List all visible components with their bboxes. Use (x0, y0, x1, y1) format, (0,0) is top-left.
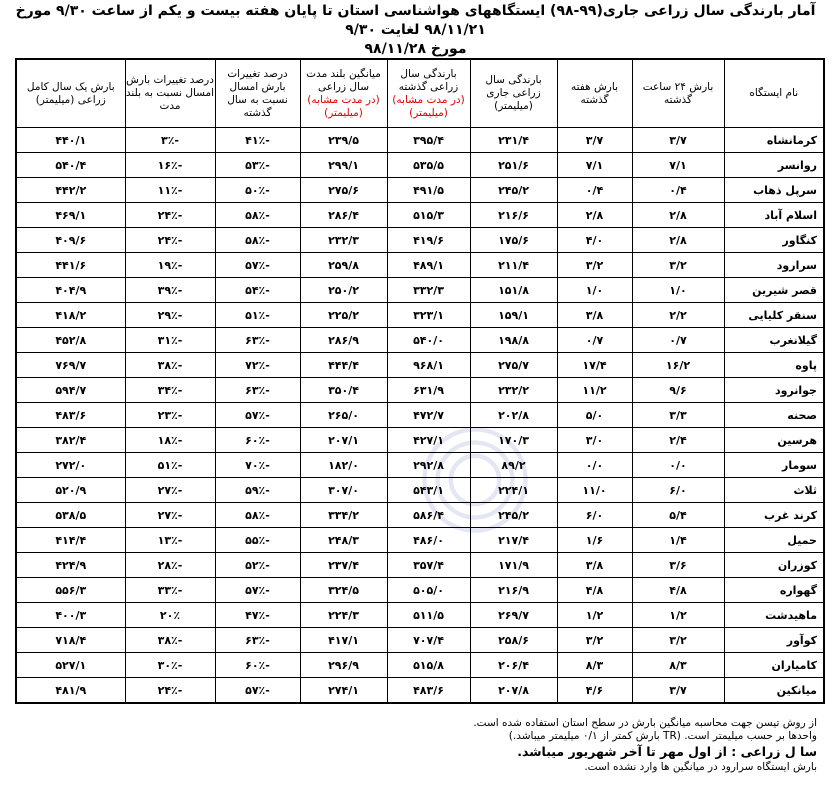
cell-week: ۳/۸ (557, 303, 632, 328)
table-row (16, 378, 824, 403)
cell-week: ۷/۱ (557, 153, 632, 178)
title-line-2: مورخ ۹۸/۱۱/۲۸ (364, 41, 467, 57)
col-header-pct-last: درصد تغییرات بارش امسال نسبت به سال گذشته (215, 59, 300, 128)
cell-longterm: ۲۸۶/۴ (300, 203, 387, 228)
cell-week: ۶/۰ (557, 503, 632, 528)
cell-rain24: ۶/۰ (632, 478, 724, 503)
cell-last: ۳۲۳/۱ (387, 303, 470, 328)
table-row (16, 153, 824, 178)
cell-week: ۴/۸ (557, 578, 632, 603)
title-line-1: آمار بارندگی سال زراعی جاری(۹۹-۹۸) ایستگاههای هواشناسی استان تا پایان هفته بیست و یکم از ساعت ۹/۳۰ مورخ ۹۸/۱۱/۲۱ لغایت ۹/۳۰ (15, 3, 816, 38)
cell-full-year: ۴۴۰/۱ (16, 128, 125, 153)
cell-full-year: ۴۰۰/۳ (16, 603, 125, 628)
footnote-2: واحدها بر حسب میلیمتر است. (TR بارش کمتر از ۰/۱ میلیمتر میباشد.) (508, 730, 817, 742)
cell-pct-last: -۵۱٪ (215, 303, 300, 328)
cell-last: ۹۶۸/۱ (387, 353, 470, 378)
cell-last: ۵۳۵/۵ (387, 153, 470, 178)
cell-pct-last: -۷۲٪ (215, 353, 300, 378)
cell-full-year: ۴۸۱/۹ (16, 678, 125, 704)
cell-full-year: ۴۰۴/۹ (16, 278, 125, 303)
cell-current: ۲۰۲/۸ (470, 403, 557, 428)
cell-rain24: ۲/۸ (632, 228, 724, 253)
col-header-rain24: بارش ۲۴ ساعت گذشته (632, 59, 724, 128)
cell-pct-last: -۵۷٪ (215, 678, 300, 704)
footnote-3: سا ل زراعی : از اول مهر تا آخر شهریور میباشد. (517, 744, 817, 759)
table-row (16, 503, 824, 528)
cell-pct-longterm: -۳۸٪ (125, 353, 215, 378)
cell-pct-last: -۵۸٪ (215, 503, 300, 528)
cell-rain24: ۰/۴ (632, 178, 724, 203)
cell-week: ۱/۶ (557, 528, 632, 553)
cell-last: ۴۸۹/۱ (387, 253, 470, 278)
cell-rain24: ۵/۴ (632, 503, 724, 528)
cell-week: ۰/۴ (557, 178, 632, 203)
cell-rain24: ۴/۸ (632, 578, 724, 603)
cell-current: ۲۳۱/۴ (470, 128, 557, 153)
cell-station: صحنه (724, 403, 824, 428)
cell-pct-longterm: -۲۴٪ (125, 678, 215, 704)
cell-longterm: ۲۵۹/۸ (300, 253, 387, 278)
cell-pct-last: -۵۲٪ (215, 553, 300, 578)
cell-week: ۲/۸ (557, 203, 632, 228)
cell-last: ۵۰۵/۰ (387, 578, 470, 603)
table-row (16, 553, 824, 578)
cell-rain24: ۱/۰ (632, 278, 724, 303)
cell-full-year: ۴۴۱/۶ (16, 253, 125, 278)
cell-station: سرارود (724, 253, 824, 278)
cell-week: ۴/۶ (557, 678, 632, 704)
cell-rain24: ۳/۲ (632, 628, 724, 653)
cell-rain24: ۲/۲ (632, 303, 724, 328)
cell-rain24: ۰/۰ (632, 453, 724, 478)
col-header-pct-longterm: درصد تغییرات بارش امسال نسبت به بلند مدت (125, 59, 215, 128)
cell-pct-last: -۶۰٪ (215, 428, 300, 453)
cell-pct-longterm: -۳۰٪ (125, 653, 215, 678)
cell-pct-last: -۴۷٪ (215, 603, 300, 628)
cell-rain24: ۰/۷ (632, 328, 724, 353)
table-row (16, 578, 824, 603)
cell-week: ۴/۰ (557, 228, 632, 253)
cell-station: گهواره (724, 578, 824, 603)
cell-last: ۴۹۱/۵ (387, 178, 470, 203)
cell-pct-last: -۵۴٪ (215, 278, 300, 303)
cell-week: ۳/۲ (557, 253, 632, 278)
cell-station: پاوه (724, 353, 824, 378)
cell-pct-last: -۵۸٪ (215, 228, 300, 253)
cell-station: سومار (724, 453, 824, 478)
col-header-full-year: بارش یک سال کامل زراعی (میلیمتر) (16, 59, 125, 128)
cell-pct-last: -۴۱٪ (215, 128, 300, 153)
cell-rain24: ۲/۴ (632, 428, 724, 453)
cell-station: کرمانشاه (724, 128, 824, 153)
col-header-last-year-red: (در مدت مشابه) (میلیمتر) (392, 93, 465, 119)
cell-pct-longterm: -۳٪ (125, 128, 215, 153)
table-row (16, 653, 824, 678)
cell-station: ماهیدشت (724, 603, 824, 628)
col-header-week: بارش هفته گذشته (557, 59, 632, 128)
cell-current: ۲۰۷/۸ (470, 678, 557, 704)
table-row (16, 278, 824, 303)
cell-last: ۲۹۲/۸ (387, 453, 470, 478)
cell-rain24: ۸/۳ (632, 653, 724, 678)
cell-station: اسلام آباد (724, 203, 824, 228)
cell-full-year: ۷۱۸/۴ (16, 628, 125, 653)
col-header-longterm-red: (در مدت مشابه) (میلیمتر) (307, 93, 380, 119)
cell-pct-longterm: -۵۱٪ (125, 453, 215, 478)
cell-week: ۳/۲ (557, 628, 632, 653)
cell-week: ۱/۲ (557, 603, 632, 628)
cell-last: ۵۸۶/۴ (387, 503, 470, 528)
cell-current: ۱۷۵/۶ (470, 228, 557, 253)
cell-full-year: ۴۵۲/۸ (16, 328, 125, 353)
cell-week: ۰/۰ (557, 453, 632, 478)
col-header-last-year (387, 59, 470, 128)
table-row (16, 203, 824, 228)
cell-rain24: ۷/۱ (632, 153, 724, 178)
cell-full-year: ۵۵۶/۳ (16, 578, 125, 603)
cell-pct-longterm: -۱۸٪ (125, 428, 215, 453)
cell-longterm: ۲۷۵/۶ (300, 178, 387, 203)
col-header-longterm (300, 59, 387, 128)
cell-current: ۱۵۹/۱ (470, 303, 557, 328)
cell-week: ۳/۸ (557, 553, 632, 578)
cell-station: ثلاث (724, 478, 824, 503)
cell-full-year: ۵۴۰/۴ (16, 153, 125, 178)
cell-last: ۴۷۲/۷ (387, 403, 470, 428)
cell-week: ۱/۰ (557, 278, 632, 303)
cell-longterm: ۲۶۵/۰ (300, 403, 387, 428)
cell-week: ۳/۰ (557, 428, 632, 453)
cell-pct-last: -۵۷٪ (215, 578, 300, 603)
cell-longterm: ۳۳۴/۲ (300, 503, 387, 528)
cell-full-year: ۴۱۴/۴ (16, 528, 125, 553)
cell-longterm: ۲۹۶/۹ (300, 653, 387, 678)
table-row (16, 403, 824, 428)
cell-week: ۱۱/۲ (557, 378, 632, 403)
table-row (16, 428, 824, 453)
cell-station: جوانرود (724, 378, 824, 403)
cell-rain24: ۱۶/۲ (632, 353, 724, 378)
table-row (16, 453, 824, 478)
cell-pct-longterm: -۳۴٪ (125, 378, 215, 403)
cell-full-year: ۵۳۸/۵ (16, 503, 125, 528)
cell-current: ۱۷۱/۹ (470, 553, 557, 578)
cell-longterm: ۴۴۴/۴ (300, 353, 387, 378)
cell-pct-last: -۵۸٪ (215, 203, 300, 228)
cell-week: ۳/۷ (557, 128, 632, 153)
cell-station: روانسر (724, 153, 824, 178)
cell-station: کرند غرب (724, 503, 824, 528)
table-row (16, 628, 824, 653)
cell-last: ۵۴۳/۱ (387, 478, 470, 503)
cell-current: ۱۷۰/۳ (470, 428, 557, 453)
cell-full-year: ۴۲۴/۹ (16, 553, 125, 578)
col-header-current: بارندگی سال زراعی جاری (میلیمتر) (470, 59, 557, 128)
cell-station: هرسین (724, 428, 824, 453)
cell-week: ۵/۰ (557, 403, 632, 428)
cell-pct-last: -۵۷٪ (215, 253, 300, 278)
cell-station: قصر شیرین (724, 278, 824, 303)
cell-current: ۲۱۱/۴ (470, 253, 557, 278)
cell-pct-longterm: -۳۱٪ (125, 328, 215, 353)
cell-current: ۲۶۹/۷ (470, 603, 557, 628)
cell-longterm: ۲۴۸/۳ (300, 528, 387, 553)
table-row (16, 353, 824, 378)
cell-week: ۰/۷ (557, 328, 632, 353)
table-row (16, 328, 824, 353)
cell-longterm: ۲۳۷/۴ (300, 553, 387, 578)
cell-pct-last: -۶۳٪ (215, 628, 300, 653)
cell-longterm: ۲۹۹/۱ (300, 153, 387, 178)
cell-full-year: ۳۸۲/۴ (16, 428, 125, 453)
cell-full-year: ۴۸۳/۶ (16, 403, 125, 428)
table-body (16, 128, 824, 704)
cell-pct-longterm: ۲۰٪ (125, 603, 215, 628)
cell-pct-longterm: -۳۳٪ (125, 578, 215, 603)
cell-current: ۲۱۶/۹ (470, 578, 557, 603)
cell-station: گیلانغرب (724, 328, 824, 353)
cell-longterm: ۲۳۹/۵ (300, 128, 387, 153)
cell-longterm: ۲۲۴/۳ (300, 603, 387, 628)
cell-station: میانکین (724, 678, 824, 704)
cell-full-year: ۴۰۹/۶ (16, 228, 125, 253)
cell-longterm: ۲۳۲/۳ (300, 228, 387, 253)
table-row (16, 253, 824, 278)
cell-week: ۱۷/۴ (557, 353, 632, 378)
table-header-row (16, 59, 824, 128)
cell-rain24: ۳/۶ (632, 553, 724, 578)
cell-rain24: ۳/۲ (632, 253, 724, 278)
cell-pct-longterm: -۲۷٪ (125, 503, 215, 528)
cell-pct-last: -۷۰٪ (215, 453, 300, 478)
cell-current: ۲۵۱/۶ (470, 153, 557, 178)
cell-last: ۷۰۷/۴ (387, 628, 470, 653)
col-header-station: نام ایستگاه (724, 59, 824, 128)
cell-longterm: ۲۰۷/۱ (300, 428, 387, 453)
footnote-4: بارش ایستگاه سرارود در میانگین ها وارد نشده است. (584, 761, 817, 773)
cell-pct-longterm: -۳۹٪ (125, 278, 215, 303)
page-title (0, 2, 831, 59)
cell-current: ۱۹۸/۸ (470, 328, 557, 353)
cell-pct-longterm: -۲۳٪ (125, 403, 215, 428)
cell-pct-longterm: -۲۴٪ (125, 203, 215, 228)
table-row (16, 228, 824, 253)
cell-last: ۴۱۹/۶ (387, 228, 470, 253)
col-header-last-year-main: بارندگی سال زراعی گذشته (398, 67, 459, 93)
cell-pct-longterm: -۱۱٪ (125, 178, 215, 203)
cell-station: کوزران (724, 553, 824, 578)
cell-full-year: ۲۷۲/۰ (16, 453, 125, 478)
cell-last: ۵۱۵/۳ (387, 203, 470, 228)
cell-current: ۱۵۱/۸ (470, 278, 557, 303)
cell-longterm: ۲۵۰/۲ (300, 278, 387, 303)
cell-pct-longterm: -۲۷٪ (125, 478, 215, 503)
cell-pct-last: -۵۰٪ (215, 178, 300, 203)
cell-last: ۳۹۵/۴ (387, 128, 470, 153)
cell-pct-last: -۵۷٪ (215, 403, 300, 428)
cell-pct-longterm: -۱۹٪ (125, 253, 215, 278)
cell-rain24: ۲/۸ (632, 203, 724, 228)
col-header-longterm-main: میانگین بلند مدت سال زراعی (306, 67, 381, 93)
cell-full-year: ۵۲۰/۹ (16, 478, 125, 503)
cell-current: ۸۹/۲ (470, 453, 557, 478)
cell-pct-longterm: -۱۶٪ (125, 153, 215, 178)
cell-station: سرپل ذهاب (724, 178, 824, 203)
cell-last: ۶۳۱/۹ (387, 378, 470, 403)
cell-full-year: ۵۹۴/۷ (16, 378, 125, 403)
table-row (16, 528, 824, 553)
cell-rain24: ۱/۴ (632, 528, 724, 553)
table-row (16, 478, 824, 503)
cell-full-year: ۷۶۹/۷ (16, 353, 125, 378)
cell-full-year: ۴۱۸/۲ (16, 303, 125, 328)
table-row (16, 603, 824, 628)
cell-station: کامیاران (724, 653, 824, 678)
cell-pct-longterm: -۲۸٪ (125, 553, 215, 578)
cell-longterm: ۳۲۴/۵ (300, 578, 387, 603)
cell-current: ۲۳۲/۲ (470, 378, 557, 403)
cell-full-year: ۵۲۷/۱ (16, 653, 125, 678)
cell-pct-last: -۶۳٪ (215, 328, 300, 353)
cell-pct-last: -۵۳٪ (215, 153, 300, 178)
cell-current: ۲۱۶/۶ (470, 203, 557, 228)
cell-rain24: ۹/۶ (632, 378, 724, 403)
cell-week: ۸/۳ (557, 653, 632, 678)
cell-last: ۵۴۰/۰ (387, 328, 470, 353)
rainfall-table (15, 58, 825, 704)
cell-longterm: ۲۲۵/۲ (300, 303, 387, 328)
cell-current: ۲۵۸/۶ (470, 628, 557, 653)
cell-longterm: ۳۵۰/۴ (300, 378, 387, 403)
cell-station: کوآور (724, 628, 824, 653)
cell-current: ۲۴۵/۲ (470, 503, 557, 528)
footnote-1: از روش تیسن جهت محاسبه میانگین بارش در سطح استان استفاده شده است. (473, 717, 817, 729)
cell-last: ۴۸۳/۶ (387, 678, 470, 704)
cell-pct-longterm: -۱۳٪ (125, 528, 215, 553)
cell-longterm: ۴۱۷/۱ (300, 628, 387, 653)
cell-current: ۲۱۷/۴ (470, 528, 557, 553)
cell-current: ۲۰۶/۴ (470, 653, 557, 678)
cell-last: ۴۸۶/۰ (387, 528, 470, 553)
cell-pct-longterm: -۳۸٪ (125, 628, 215, 653)
cell-station: سنقر کلیایی (724, 303, 824, 328)
cell-longterm: ۲۸۶/۹ (300, 328, 387, 353)
cell-longterm: ۱۸۲/۰ (300, 453, 387, 478)
cell-longterm: ۳۰۷/۰ (300, 478, 387, 503)
cell-last: ۵۱۵/۸ (387, 653, 470, 678)
table-row (16, 178, 824, 203)
cell-rain24: ۱/۲ (632, 603, 724, 628)
table-row (16, 128, 824, 153)
cell-rain24: ۳/۷ (632, 128, 724, 153)
cell-week: ۱۱/۰ (557, 478, 632, 503)
cell-station: کنگاور (724, 228, 824, 253)
cell-last: ۴۲۷/۱ (387, 428, 470, 453)
cell-last: ۳۵۷/۴ (387, 553, 470, 578)
cell-current: ۲۴۵/۲ (470, 178, 557, 203)
table-row (16, 303, 824, 328)
cell-rain24: ۳/۳ (632, 403, 724, 428)
cell-full-year: ۴۴۲/۲ (16, 178, 125, 203)
cell-full-year: ۴۶۹/۱ (16, 203, 125, 228)
cell-current: ۲۲۴/۱ (470, 478, 557, 503)
cell-station: حمیل (724, 528, 824, 553)
cell-last: ۳۳۲/۳ (387, 278, 470, 303)
cell-rain24: ۳/۷ (632, 678, 724, 704)
cell-pct-longterm: -۲۹٪ (125, 303, 215, 328)
cell-pct-last: -۵۹٪ (215, 478, 300, 503)
footnotes (7, 717, 817, 774)
cell-current: ۲۷۵/۷ (470, 353, 557, 378)
cell-pct-last: -۶۳٪ (215, 378, 300, 403)
table-row (16, 678, 824, 704)
cell-pct-longterm: -۲۴٪ (125, 228, 215, 253)
cell-longterm: ۲۷۴/۱ (300, 678, 387, 704)
cell-pct-last: -۶۰٪ (215, 653, 300, 678)
cell-pct-last: -۵۵٪ (215, 528, 300, 553)
cell-last: ۵۱۱/۵ (387, 603, 470, 628)
